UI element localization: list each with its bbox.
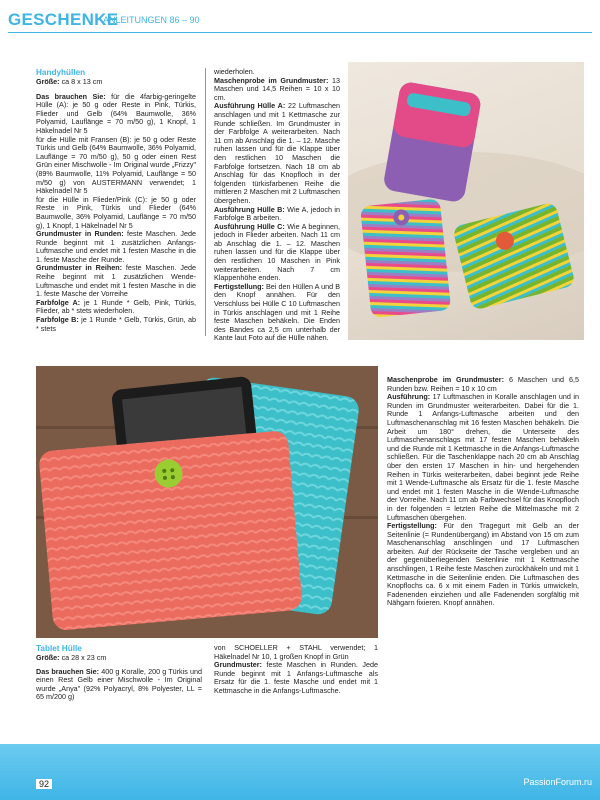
watermark: PassionForum.ru xyxy=(523,777,592,787)
phone-cases-illustration xyxy=(348,62,584,340)
handy-lilac: für die Hülle in Flieder/Pink (C): je 50 g oder Reste in Pink, Türkis und Flieder (64% Baumwolle, 36% Polyamid, Lauflänge = 70 m/50 g), 1 Knopf, 1 Häkelnadel Nr 5 xyxy=(36,194,196,230)
handy-rows xyxy=(36,264,196,298)
handy-part-b xyxy=(214,206,340,223)
handy-rounds-text: feste Maschen. Jede Runde beginnt mit 1 zusätzlichen Anfangs-Luftmasche und endet mit 1 festen Masche in die 1. feste Masche der Runde. xyxy=(36,229,196,264)
tablet-finish xyxy=(387,522,579,608)
tablet-size-label: Größe: xyxy=(36,653,60,662)
handy-seq-a-label: Farbfolge A: xyxy=(36,297,81,307)
handy-seq-b xyxy=(36,316,196,333)
tablet-exec-text: 17 Luftmaschen in Koralle anschlagen und in Runden im Grundmuster weiterarbeiten. Dabei für die 1. Runde 1 Anfangs-Luftmasche arbeiten und den Luftmaschenanschlag mit 16 festen Maschen behäkeln. Die Arbeit um 180° drehen, die Unterseite des Luftmaschenanschlags mit 17 festen Maschen behäkeln und die Runde mit 1 Kettmasche in die Anfangs-Luftmasche schließen. Für die Taschenklappe nach 20 cm ab Anschlag über den ersten 17 Maschen in hin- und hergehenden Reihen in Türkis weiterarbeiten, dabei beginnt jede Reihe mit 1 Wende-Luftmasche als Ersatz für die 1. feste Masche und endet mit 1 festen Masche in die Wende-Luftmasche der Vorreihe. Nach 11 cm ab Farbwechsel für das Knopfloch in der folgenden = letzten Reihe die Mittelmasche mit 2 Luftmaschen übergehen. xyxy=(387,392,580,522)
tablet-gauge-text: 6 Maschen und 6,5 Runden bzw. Reihen = 10 x 10 cm xyxy=(387,375,579,393)
tablet-finish-text: Für den Tragegurt mit Gelb an der Seitenlinie (= Rundenübergang) im Abstand von 15 cm zum Maschenanschlag anschlingen und 17 Luftmaschen arbeiten. Auf der Rückseite der Tasche vergleben und an der gegenüberliegenden Seitenlinie mit 1 Kettmasche anschlingen, 1 Reihe feste Maschen zurückhäkeln und mit 1 Kettmasche in die Seitenlinie enden. Die Luftmaschen des Knopflochs ca. 6 x mit einem Faden in Türkis umwickeln, Fadenenden einziehen und alle Fadenenden sorgfältig mit Nähgarn fixieren. Knopf annähen. xyxy=(387,521,579,608)
handy-part-a xyxy=(214,102,340,205)
tablet-case-illustration xyxy=(36,366,378,638)
section-subtitle: ANLEITUNGEN 86 – 90 xyxy=(103,15,200,25)
handy-gauge xyxy=(214,77,340,103)
handy-seq-a-text: je 1 Runde * Gelb, Pink, Türkis, Flieder, ab * stets wiederholen. xyxy=(36,297,197,316)
tablet-cont: von SCHOELLER + STAHL verwendet; 1 Häkelnadel Nr 10, 1 großen Knopf in Grün xyxy=(214,643,378,661)
tablet-case-photo xyxy=(36,366,378,638)
handy-finish xyxy=(214,283,340,343)
handy-seq-b-text: je 1 Runde * Gelb, Türkis, Grün, ab * stets xyxy=(36,315,196,333)
handy-needs xyxy=(36,93,196,136)
handy-gauge-text: 13 Maschen und 14,5 Reihen = 10 x 10 cm. xyxy=(214,75,340,102)
handy-needs-label: Das brauchen Sie: xyxy=(36,91,106,101)
handy-column-1 xyxy=(36,68,196,333)
handy-gauge-label: Maschenprobe im Grundmuster: xyxy=(214,75,329,85)
header-rule xyxy=(8,32,592,33)
phone-cases-photo xyxy=(348,62,584,340)
handy-part-c xyxy=(214,223,340,283)
tablet-column-2 xyxy=(214,644,378,696)
handy-part-b-label: Ausführung Hülle B: xyxy=(214,204,285,214)
tablet-needs-text: 400 g Koralle, 200 g Türkis und einen Rest Gelb einer Mischwolle - Im Original wurde „Anya" (92% Polyacryl, 8% Polyester, LL = 65 m/200 g) xyxy=(36,666,203,702)
handy-column-2 xyxy=(214,68,340,343)
tablet-finish-label: Fertigstellung: xyxy=(387,521,437,531)
section-title: GESCHENKE xyxy=(8,10,119,29)
handy-size-label: Größe: xyxy=(36,77,60,86)
handy-finish-label: Fertigstellung: xyxy=(214,281,264,291)
handy-part-a-label: Ausführung Hülle A: xyxy=(214,101,286,111)
handy-needs-text: für die 4farbig-geringelte Hülle (A): je 50 g oder Reste in Pink, Türkis, Flieder und Gelb (64% Baumwolle, 36% Polyamid, Lauflänge = 70 m/50 g), 1 Knopf, 1 Häkelnadel Nr 5 xyxy=(36,91,196,135)
handy-rows-label: Grundmuster in Reihen: xyxy=(36,263,123,273)
tablet-pattern-label: Grundmuster: xyxy=(214,660,262,670)
handy-part-c-label: Ausführung Hülle C: xyxy=(214,221,285,231)
handy-rounds xyxy=(36,230,196,264)
handy-finish-text: Bei den Hüllen A und B den Knopf annähen. Für den Verschluss bei Hülle C 10 Luftmaschen in Türkis anschlagen und mit 1 Reihe feste Maschen behäkeln. Die Enden des Bandes ca 2,5 cm unterhalb der Kante laut Foto auf die Hülle nähen. xyxy=(214,281,340,343)
tablet-needs xyxy=(36,668,202,702)
tablet-exec-label: Ausführung: xyxy=(387,392,431,402)
tablet-pattern-text: feste Maschen in Runden. Jede Runde beginnt mit 1 Anfangs-Luftmasche als Ersatz für die 1. feste Masche und endet mit 1 Kettmasche in die Anfangs-Luftmasche. xyxy=(214,660,379,695)
tablet-column-right xyxy=(387,376,579,608)
footer-band xyxy=(0,744,600,800)
handy-size xyxy=(36,78,196,87)
tablet-size-value: ca 28 x 23 cm xyxy=(61,653,107,662)
tablet-pattern xyxy=(214,661,378,695)
handy-part-c-text: Wie A beginnen, jedoch in Flieder arbeiten. Nach 11 cm ab Anschlag die 1. – 12. Maschen ruhen lassen und für die Klappe über den restlichen 10 Maschen in Pink weiterarbeiten. Nach 7 cm Klappenhöhe enden. xyxy=(214,221,341,283)
column-divider xyxy=(205,68,206,336)
tablet-gauge-label: Maschenprobe im Grundmuster: xyxy=(387,375,504,384)
handy-rounds-label: Grundmuster in Runden: xyxy=(36,229,124,239)
page-number: 92 xyxy=(36,779,52,789)
tablet-gauge xyxy=(387,376,579,393)
handy-part-b-text: Wie A, jedoch in Farbfolge B arbeiten. xyxy=(214,204,340,223)
tablet-heading: Tablet Hülle xyxy=(36,644,82,653)
tablet-column-1 xyxy=(36,644,202,702)
handy-heading: Handyhüllen xyxy=(36,68,86,77)
handy-part-a-text: 22 Luftmaschen anschlagen und mit 1 Kettmasche zur Runde schließen. Im Grundmuster in der Farbfolge A weiterarbeiten. Nach 11 cm ab Anschlag die 1. – 12. Masche ruhen lassen und für die Klappe über den restlichen 10 Maschen die Farbfolge fortsetzen. Nach 18 cm ab Anschlag für das Knopfloch in der folgenden türkisfarbenen Reihe die mittleren 2 Maschen mit 2 Luftmaschen übergehen. xyxy=(214,101,340,205)
handy-rows-text: feste Maschen. Jede Reihe beginnt mit 1 zusätzlichen Wende-Luftmasche und endet mit 1 festen Masche in die 1. feste Masche der Vorreihe xyxy=(36,263,197,299)
tablet-size xyxy=(36,654,202,663)
handy-seq-a xyxy=(36,299,196,316)
handy-fringe: für die Hülle mit Fransen (B): je 50 g oder Reste Türkis und Gelb (64% Baumwolle, 36% Polyamid, Lauflänge = 70 m/50 g), 50 g oder einen Rest Grün einer Mischwolle - Im Original wurde „Frizzy" (89% Baumwolle, 11% Polyamid, Lauflänge = 50 m/50 g) von AUSTERMANN verwendet; 1 Häkelnadel Nr 5 xyxy=(36,134,196,196)
handy-seq-b-label: Farbfolge B: xyxy=(36,315,79,325)
handy-size-value: ca 8 x 13 cm xyxy=(61,77,103,86)
tablet-exec xyxy=(387,393,579,522)
tablet-needs-label: Das brauchen Sie: xyxy=(36,666,100,676)
handy-cont: wiederholen. xyxy=(214,67,255,76)
